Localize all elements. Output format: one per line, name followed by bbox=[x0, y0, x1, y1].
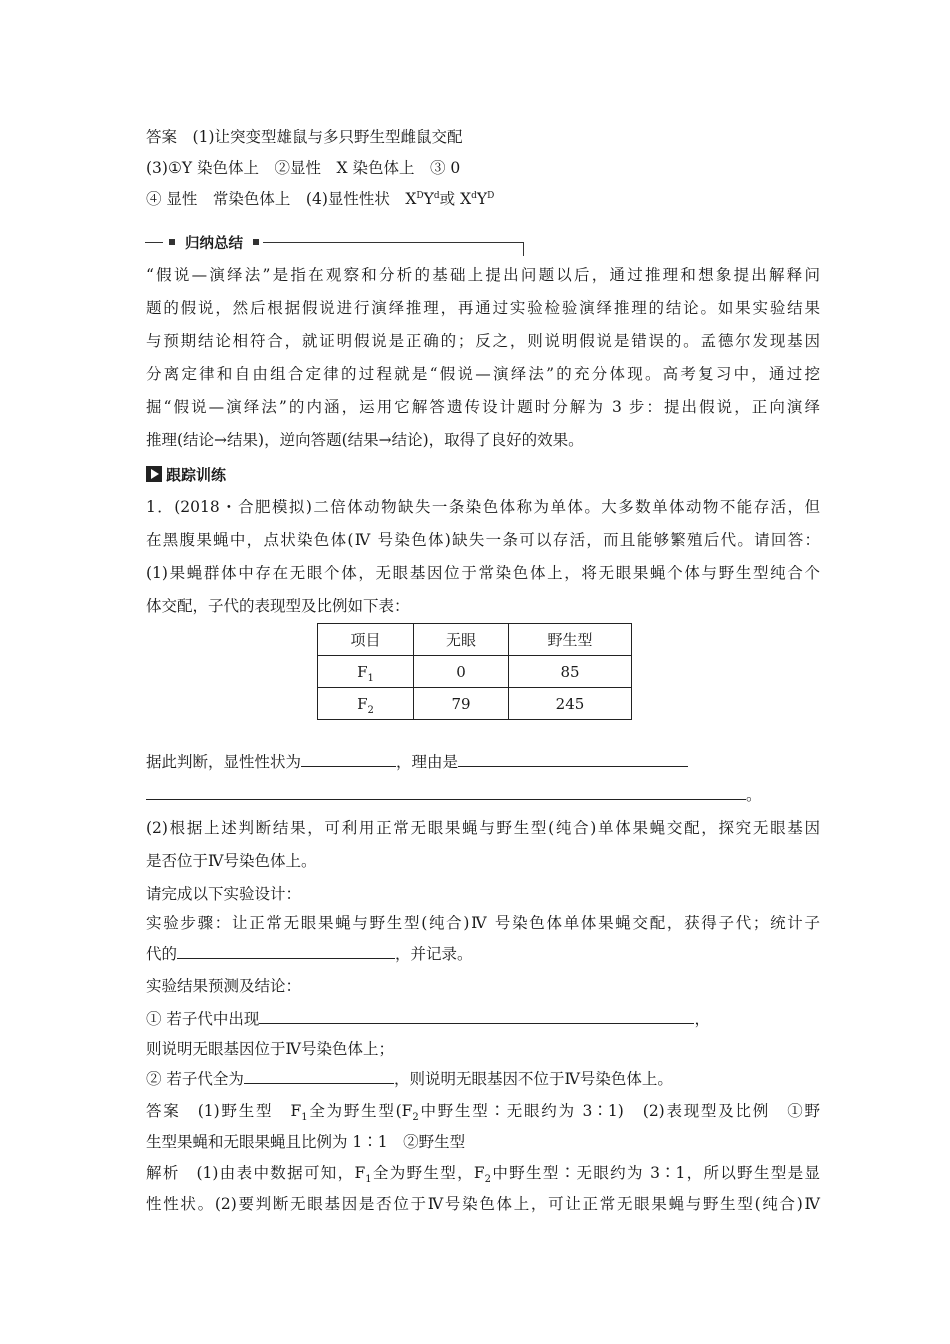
result-text: ，则说明无眼基因不位于Ⅳ号染色体上。 bbox=[393, 1070, 673, 1088]
tracking-header bbox=[146, 464, 226, 484]
subscript: 1 bbox=[301, 1112, 308, 1124]
answer2-line-2: 生型果蝇和无眼果蝇且比例为 1∶1 ②野生型 bbox=[146, 1133, 466, 1151]
judge-line bbox=[146, 752, 820, 772]
table-cell: 245 bbox=[509, 688, 632, 720]
table-row bbox=[318, 656, 632, 688]
answer-line-1 bbox=[146, 127, 820, 147]
data-table bbox=[317, 623, 632, 720]
question-line: 体交配，子代的表现型及比例如下表： bbox=[146, 597, 410, 615]
summary-title: 归纳总结 bbox=[185, 236, 243, 252]
question-line: 1．(2018・合肥模拟)二倍体动物缺失一条染色体称为单体。大多数单体动物不能存活，但 bbox=[146, 498, 820, 516]
answer-part-1: (1)让突变型雄鼠与多只野生型雌鼠交配 bbox=[192, 128, 463, 146]
table-cell: 0 bbox=[414, 656, 509, 688]
divider bbox=[263, 242, 523, 243]
summary-line: “假说—演绎法”是指在观察和分析的基础上提出问题以后，通过推理和想象提出解释问 bbox=[146, 266, 820, 284]
steps-text: ，并记录。 bbox=[395, 945, 473, 963]
steps-line-2 bbox=[146, 944, 820, 964]
answer-blank[interactable] bbox=[301, 752, 396, 767]
answer-text: 全为野生型(F bbox=[307, 1102, 413, 1120]
judge-text: 据此判断，显性性状为 bbox=[146, 753, 302, 771]
superscript: d bbox=[471, 190, 477, 201]
square-bullet-icon bbox=[169, 239, 175, 245]
answer-text: 答案 (1)野生型 F bbox=[146, 1102, 302, 1120]
result-1 bbox=[146, 1009, 820, 1029]
answer-or: 或 X bbox=[439, 190, 472, 208]
subscript: 2 bbox=[484, 1174, 492, 1186]
row-label: F bbox=[357, 662, 368, 681]
question-line: 是否位于Ⅳ号染色体上。 bbox=[146, 852, 317, 870]
subscript: 2 bbox=[412, 1112, 419, 1124]
summary-header bbox=[145, 236, 524, 256]
question-line: 在黑腹果蝇中，点状染色体(Ⅳ 号染色体)缺失一条可以存活，而且能够繁殖后代。请回答： bbox=[146, 531, 820, 549]
judge-line-2 bbox=[146, 785, 820, 805]
play-triangle-icon bbox=[146, 466, 162, 482]
answer-blank[interactable] bbox=[146, 785, 746, 800]
result-text: ， bbox=[694, 1010, 710, 1028]
row-label: F bbox=[357, 694, 368, 713]
answer-label: 答案 bbox=[146, 128, 178, 146]
answer-blank[interactable] bbox=[458, 752, 688, 767]
judge-text: ，理由是 bbox=[396, 753, 459, 771]
subscript: 1 bbox=[365, 1174, 372, 1186]
subscript: 1 bbox=[367, 672, 374, 684]
answer-blank[interactable] bbox=[259, 1009, 694, 1024]
period: 。 bbox=[746, 786, 762, 804]
analysis-text: 全为野生型，F bbox=[371, 1164, 485, 1182]
answer2-line-1 bbox=[146, 1101, 820, 1124]
summary-line: 掘“假说—演绎法”的内涵，运用它解答遗传设计题时分解为 3 步：提出假说，正向演绎 bbox=[146, 398, 820, 416]
summary-line: 分离定律和自由组合定律的过程就是“假说—演绎法”的充分体现。高考复习中，通过挖 bbox=[146, 365, 820, 383]
table-header: 野生型 bbox=[509, 624, 632, 656]
summary-line: 与预期结论相符合，就证明假说是正确的；反之，则说明假说是错误的。孟德尔发现基因 bbox=[146, 332, 820, 350]
result-2 bbox=[146, 1069, 820, 1089]
table-cell: 79 bbox=[414, 688, 509, 720]
predict-title: 实验结果预测及结论： bbox=[146, 977, 302, 995]
table-header: 项目 bbox=[318, 624, 414, 656]
table-header: 无眼 bbox=[414, 624, 509, 656]
steps-text: 代的 bbox=[146, 945, 178, 963]
steps-line: 实验步骤：让正常无眼果蝇与野生型(纯合)Ⅳ 号染色体单体果蝇交配，获得子代；统计子 bbox=[146, 914, 820, 932]
table-cell bbox=[318, 688, 414, 720]
result-text: ② 若子代全为 bbox=[146, 1070, 244, 1088]
superscript: D bbox=[416, 190, 424, 201]
result-text: ① 若子代中出现 bbox=[146, 1010, 260, 1028]
answer-text: 中野生型∶无眼约为 3∶1) (2)表现型及比例 ①野 bbox=[418, 1102, 820, 1120]
question-line: (2)根据上述判断结果，可利用正常无眼果蝇与野生型(纯合)单体果蝇交配，探究无眼基因 bbox=[146, 819, 820, 837]
superscript: D bbox=[487, 190, 495, 201]
analysis-line-1 bbox=[146, 1163, 820, 1186]
analysis-line-2: 性性状。(2)要判断无眼基因是否位于Ⅳ号染色体上，可让正常无眼果蝇与野生型(纯合)Ⅳ bbox=[146, 1195, 820, 1213]
divider bbox=[523, 242, 524, 256]
answer-y: Y bbox=[476, 190, 488, 208]
table-header-row bbox=[318, 624, 632, 656]
design-title: 请完成以下实验设计： bbox=[146, 885, 302, 903]
superscript: d bbox=[433, 190, 440, 201]
analysis-text: 中野生型∶无眼约为 3∶1，所以野生型是显 bbox=[491, 1164, 820, 1182]
answer-line-3: (3)①Y 染色体上 ②显性 X 染色体上 ③ 0 bbox=[146, 159, 461, 177]
table-cell: 85 bbox=[509, 656, 632, 688]
analysis-text: 解析 (1)由表中数据可知，F bbox=[146, 1164, 366, 1182]
question-line: (1)果蝇群体中存在无眼个体，无眼基因位于常染色体上，将无眼果蝇个体与野生型纯合个 bbox=[146, 564, 820, 582]
divider bbox=[145, 242, 163, 243]
answer-blank[interactable] bbox=[177, 944, 395, 959]
answer-line-4 bbox=[146, 189, 820, 209]
summary-line: 推理(结论→结果)，逆向答题(结果→结论)，取得了良好的效果。 bbox=[146, 431, 584, 449]
summary-line: 题的假说，然后根据假说进行演绎推理，再通过实验检验演绎推理的结论。如果实验结果 bbox=[146, 299, 820, 317]
answer-y: Y bbox=[423, 190, 434, 208]
tracking-title: 跟踪训练 bbox=[166, 466, 227, 484]
answer-blank[interactable] bbox=[244, 1069, 394, 1084]
table-cell bbox=[318, 656, 414, 688]
table-row bbox=[318, 688, 632, 720]
subscript: 2 bbox=[367, 704, 374, 716]
result-1-conclusion: 则说明无眼基因位于Ⅳ号染色体上； bbox=[146, 1040, 394, 1058]
answer-part-4: ④ 显性 常染色体上 (4)显性性状 X bbox=[146, 190, 417, 208]
square-bullet-icon bbox=[253, 239, 259, 245]
